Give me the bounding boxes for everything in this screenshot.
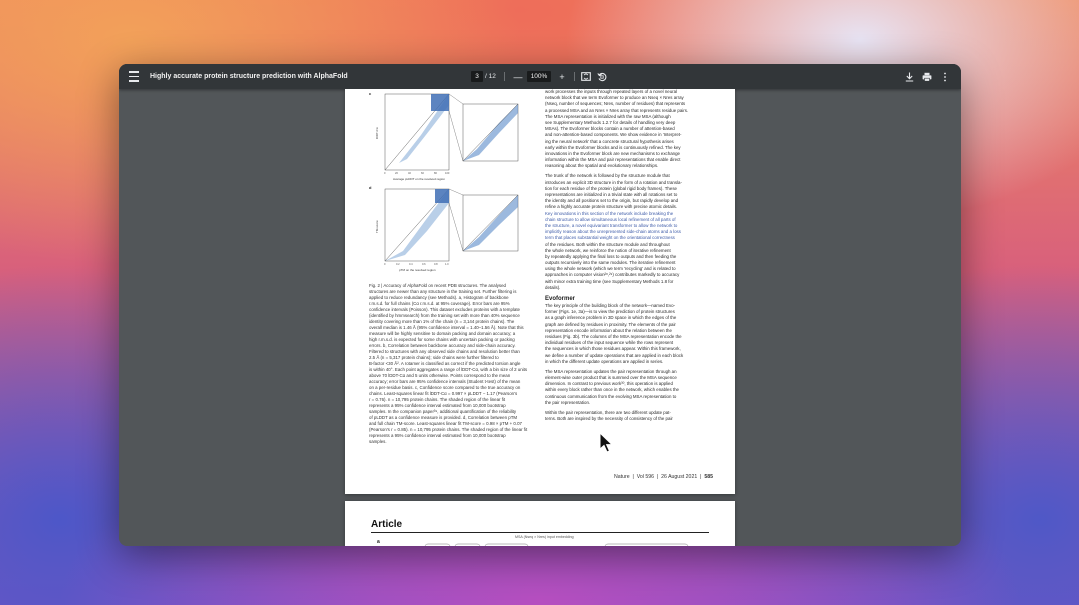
panel-c-xtick: 60 [421,172,424,175]
text-line: (Nseq, number of sequences; Nres, number of residues) that represents [545,101,686,107]
text-line: (identified by hmmsearch) from the training set with more than 40% sequence [369,313,520,318]
text-line: Fig. 2 | Accuracy of AlphaFold on recent PDB structures. The analysed [369,283,506,288]
paragraph-2 [545,173,717,291]
body-text-column [545,89,717,422]
text-line: The trunk of the network is followed by the structure module that [545,173,670,179]
text-line: dimension. In contrast to previous work³⁰, this operation is applied [545,381,673,387]
panel-c-ylabel: lDDT-Cα [375,127,379,139]
text-line: errors. b, Correlation between backbone accuracy and side-chain accuracy. [369,343,516,348]
toolbar [119,64,961,89]
text-line: the identity and all positions set to the origin, but rapidly develop and [545,198,679,204]
text-line: identity covering more than 1% of the chain (n = 3,144 protein chains). The [369,319,515,324]
text-line: work processes the inputs through repeated layers of a novel neural [545,89,678,94]
page-number-input[interactable]: 3 [471,71,483,82]
text-line: above 70 lDDT-Cα and 5 units otherwise. Points correspond to the mean [369,373,511,378]
footer-volume: Vol 596 [636,474,655,480]
text-line: high r.m.s.d. is expected for some chains with uncertain packing or packing [369,337,515,342]
text-line: The key principle of the building block of the network—named Evo- [545,303,676,308]
text-line: see Supplementary Methods 1.2.7 for details of handling very deep [545,119,676,125]
text-line: the whole network, we reinforce the notion of iterative refinement [545,247,671,253]
panel-d-xtick: 0.2 [396,263,400,266]
panel-c-xtick: 80 [434,172,437,175]
print-icon[interactable] [921,64,933,89]
text-line: residues (Fig. 3b). The columns of the MSA representation encode the [545,333,682,339]
panel-d-dense-region [435,189,449,203]
text-line: with minor extra training time (see Supplementary Methods 1.8 for [545,278,674,284]
text-line: measure will be highly sensitive to domain packing and domain accuracy; a [369,331,516,336]
pdf-viewer-window [119,64,961,546]
panel-a-label: a [377,539,380,545]
text-line: of the residues. Both within the structure module and throughout [545,241,670,247]
text-line: structures are newer than any structure in the training set. Further filtering is [369,289,517,294]
text-line: by repeatedly applying the final loss to outputs and then feeding the [545,253,677,259]
panel-d-xtick: 1.0 [445,263,449,266]
text-line: in which the different update operations are applied in series. [545,358,664,364]
rotate-icon[interactable] [595,64,609,89]
panel-c-label: c [369,91,372,96]
text-line: using the whole network (which we term 'recycling' and is related to [545,266,676,272]
panel-d-xlabel: pTM on the resolved region [399,268,436,272]
download-icon[interactable] [903,64,915,89]
panel-d-ylabel: TM-score [375,220,379,233]
panel-c-xtick: 100 [445,172,450,175]
text-line: introduces an explicit 3D structure in the form of a rotation and transla- [545,179,682,185]
paragraph-5 [545,410,717,422]
text-line: (Pearson's r = 0.85). n = 10,795 protein chains. The shaded region of the linear fit [369,427,528,432]
article-heading: Article [371,519,403,530]
pdf-page-3 [345,89,735,494]
footer-journal: Nature [614,474,630,480]
panel-d-xtick: 0.6 [422,263,426,266]
page-4-figure-top [385,541,705,546]
footer-page-number: 585 [704,474,713,480]
text-line: 2.5 Å (n = 5,317 protein chains); side chains were further filtered to [369,355,499,360]
text-line: ing the neural network' that a concrete structural hypothesis arises [545,138,674,144]
footer-date: 26 August 2021 [661,474,698,480]
text-line: a processed MSA and an Nres × Nres array that represents residue pairs. [545,107,689,113]
document-viewport[interactable] [119,89,961,546]
text-line: samples. [369,439,387,444]
text-line: representation encode information about the relation between the [545,327,672,333]
text-line: Filtered to structures with any observed side chains and resolution better than [369,349,520,354]
zoom-input[interactable]: 100% [527,71,551,82]
text-line: early within the Evoformer blocks and is continuously refined. The key [545,144,681,150]
text-line: the structure, a novel equivariant transformer to allow the network to [545,222,678,228]
more-icon[interactable] [939,64,951,89]
panel-d-label: d [369,185,372,190]
text-line: approaches in computer vision²⁸,²⁹) contributes markedly to accuracy [545,272,680,278]
text-line: as a graph inference problem in 3D space in which the edges of the [545,315,677,321]
text-line: network block that we term Evoformer to produce an Nseq × Nres array [545,95,684,101]
text-line: accuracy; error bars are 95% confidence intervals (Student t-test) of the mean [369,379,521,384]
figure-label: MSA (Nseq × Nres) input embedding [515,535,574,539]
text-line: samples. In the companion paper³⁹, additional quantification of the reliability [369,409,517,414]
paragraph-3 [545,303,717,365]
text-line: The MSA representation is initialized with the raw MSA (although [545,113,671,119]
figure-caption [369,283,539,445]
text-line: terns. Both are inspired by the necessity of consistency of the pair [545,416,673,422]
page-footer: Nature | Vol 596 | 26 August 2021 | 585 [614,474,713,480]
text-line: the pair representation. [545,399,591,405]
text-line: term that places substantial weight on the orientational correctness [545,235,675,241]
document-title: Highly accurate protein structure prediction with AlphaFold [150,73,348,80]
text-line: applied to reduce redundancy (see Methods). a, Histogram of backbone [369,295,509,300]
paragraph-1 [545,89,717,169]
text-line: within every block rather than once in the network, which enables the [545,387,679,393]
panel-c-xtick: 40 [408,172,411,175]
text-line: on a per-residue basis. c, Confidence score compared to the true accuracy on [369,385,521,390]
zoom-in-button[interactable]: + [559,71,565,82]
text-line: tion for each residue of the protein (global rigid body frames). These [545,185,677,191]
text-line: represents a 95% confidence interval estimated from 10,000 bootstrap [369,433,506,438]
text-line: B-factor <30 Å². A rotamer is classified as correct if the predicted torsion angle [369,361,521,366]
text-line: of pLDDT as a confidence measure is provided. d, Correlation between pTM [369,415,518,420]
menu-icon[interactable] [127,64,141,89]
figure-2-panels [359,91,535,277]
panel-d-xtick: 0.8 [434,263,438,266]
text-line: and non-attention-based components. We show evidence in 'Interpret- [545,132,682,138]
text-line: we define a number of update operations that are applied in each block [545,352,684,358]
text-line: reasoning about the spatial and evolutionary relationships. [545,163,659,169]
text-line: element-wise outer product that is summed over the MSA sequence [545,375,677,381]
text-line: outputs recursively into the same modules. The iterative refinement [545,260,676,266]
text-line: is within 40°. Each point aggregates a range of lDDT-Cα, with a bin size of 2 units [369,367,528,372]
text-line: Within the pair representation, there are two different update pat- [545,410,671,415]
text-line: representations are initialized in a trivial state with all rotations set to [545,192,678,197]
text-line: r = 0.76). n = 10,795 protein chains. The shaded region of the linear fit [369,397,506,402]
text-line: MSAs). The Evoformer blocks contain a number of attention-based [545,126,675,132]
paragraph-4 [545,369,717,406]
text-line: refine a highly accurate protein structure with precise atomic details. [545,204,678,210]
text-line: details). [545,284,561,290]
pdf-page-4 [345,501,735,546]
panel-d-zoom-lines [449,189,463,251]
panel-c-xtick: 0 [384,172,386,175]
text-line: Key innovations in this section of the network include breaking the [545,210,674,216]
text-line: chain structure to allow simultaneous local refinement of all parts of [545,216,676,222]
toolbar-divider [574,72,575,81]
text-line: r.m.s.d. for full chains (Cα r.m.s.d. at 95% coverage). Error bars are 95% [369,301,510,306]
panel-d-xtick: 0 [384,263,386,266]
section-heading: Evoformer [545,296,576,302]
text-line: overall median is 1.46 Å (95% confidence interval = 1.40–1.56 Å). Note that this [369,325,524,330]
article-rule [371,532,709,533]
text-line: information within the MSA and pair representations that enable direct [545,157,681,163]
text-line: individual residues of the input sequence while the rows represent [545,340,674,346]
text-line: and full chain TM-score. Least-squares linear fit TM-score = 0.98 × pTM + 0.07 [369,421,522,426]
panel-c-zoom-lines [449,94,463,161]
text-line: innovations in the Evoformer block are new mechanisms to exchange [545,150,680,156]
panel-d-xtick: 0.4 [409,263,413,266]
text-line: continuous communication from the evolving MSA representation to [545,393,677,399]
toolbar-divider [504,72,505,81]
text-line: confidence intervals (Poisson). This dataset excludes proteins with a template [369,307,520,312]
page-total: / 12 [485,73,496,80]
text-line: implicitly reason about the unrepresented side-chain atoms and a loss [545,229,681,235]
fit-page-icon[interactable] [579,64,593,89]
text-line: former (Figs. 1e, 3a)—is to view the prediction of protein structures [545,309,675,315]
zoom-out-button[interactable]: — [513,71,523,82]
text-line: chains. Least-squares linear fit lDDT-Cα = 0.997 × pLDDT − 1.17 (Pearson's [369,391,518,396]
mouse-cursor-icon [599,432,615,454]
panel-c-xtick: 20 [395,172,398,175]
text-line: the sequences in which those residues appear. Within this framework, [545,346,681,352]
text-line: represents a 95% confidence interval estimated from 10,000 bootstrap [369,403,506,408]
panel-c-xlabel: Average pLDDT on the resolved region [393,177,445,181]
text-line: graph are defined by residues in proximity. The elements of the pair [545,321,676,327]
panel-c-dense-region [431,94,449,111]
text-line: The MSA representation updates the pair representation through an [545,368,677,374]
